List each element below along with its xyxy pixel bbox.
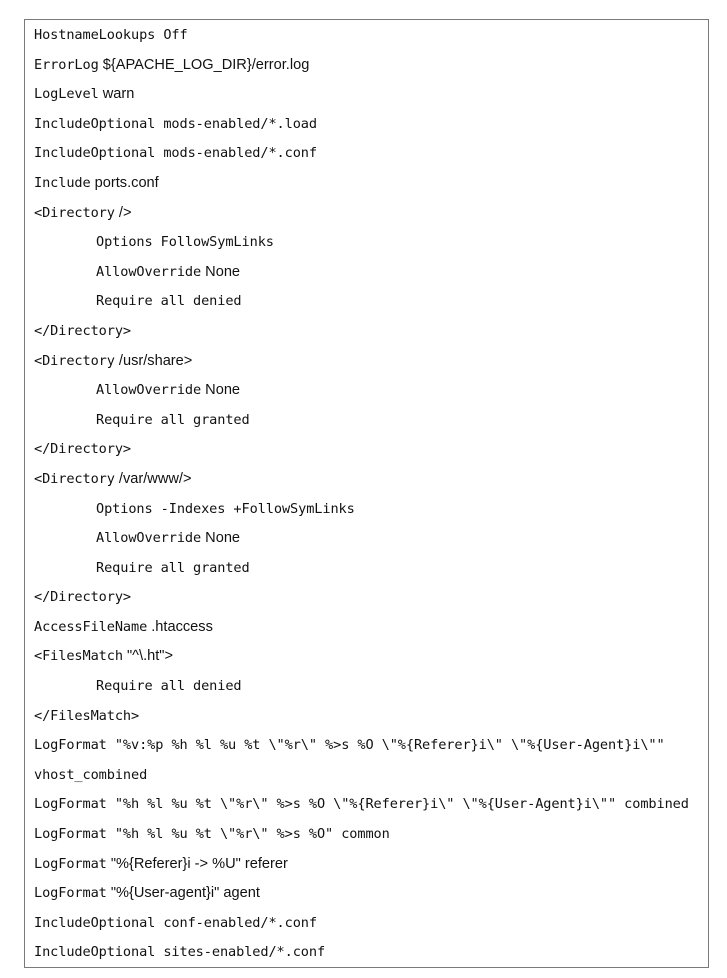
directive-argument: /> <box>114 204 132 221</box>
config-line <box>34 465 708 495</box>
config-line <box>34 820 708 850</box>
directive-keyword: AllowOverride <box>96 530 202 547</box>
config-line <box>34 761 708 791</box>
directive-argument: mods-enabled/*.load <box>155 115 317 132</box>
directive-argument: "%{User-agent}i" agent <box>106 885 260 902</box>
directive-keyword: <Directory <box>34 352 115 369</box>
config-line <box>34 731 708 761</box>
directive-argument: /var/www/> <box>114 470 192 487</box>
directive-argument: sites-enabled/*.conf <box>155 944 326 961</box>
directive-keyword: </Directory> <box>34 322 132 339</box>
config-line <box>34 938 708 968</box>
directive-keyword: IncludeOptional <box>34 115 156 132</box>
directive-keyword: Require <box>96 678 153 695</box>
directive-keyword: <Directory <box>34 470 115 487</box>
config-line <box>34 80 708 110</box>
directive-argument: None <box>201 263 241 280</box>
directive-keyword: <Directory <box>34 204 115 221</box>
directive-argument: "%{Referer}i -> %U" referer <box>106 855 288 872</box>
config-line <box>34 524 708 554</box>
config-line <box>34 790 708 820</box>
directive-keyword: vhost_combined <box>34 766 148 783</box>
directive-keyword: </Directory> <box>34 441 132 458</box>
directive-argument: warn <box>98 86 135 103</box>
directive-keyword: Include <box>34 174 91 191</box>
directive-keyword: Require <box>96 559 153 576</box>
config-line <box>34 406 708 436</box>
directive-keyword: LogFormat <box>34 737 107 754</box>
directive-argument: "%v:%p %h %l %u %t \"%r\" %>s %O \"%{Referer}i\" \"%{User-Agent}i\"" <box>106 737 665 754</box>
directive-argument: conf-enabled/*.conf <box>155 914 317 931</box>
directive-argument: ports.conf <box>90 174 159 191</box>
directive-keyword: Options <box>96 500 153 517</box>
directive-argument: "%h %l %u %t \"%r\" %>s %O" common <box>106 826 390 843</box>
directive-keyword: AccessFileName <box>34 618 148 635</box>
directive-keyword: IncludeOptional <box>34 145 156 162</box>
config-line <box>34 495 708 525</box>
config-line <box>34 169 708 199</box>
directive-argument: mods-enabled/*.conf <box>155 145 317 162</box>
directive-argument: None <box>201 530 241 547</box>
config-line <box>34 672 708 702</box>
config-line <box>34 317 708 347</box>
directive-keyword: IncludeOptional <box>34 914 156 931</box>
directive-keyword: HostnameLookups <box>34 27 156 43</box>
config-line <box>34 110 708 140</box>
directive-keyword: AllowOverride <box>96 263 202 280</box>
directive-keyword: LogFormat <box>34 826 107 843</box>
directive-keyword: Options <box>96 234 153 251</box>
directive-argument: "^\.ht"> <box>122 648 174 665</box>
directive-keyword: IncludeOptional <box>34 944 156 961</box>
directive-argument: all denied <box>152 293 242 310</box>
directive-keyword: </FilesMatch> <box>34 707 140 724</box>
directive-argument: /usr/share> <box>114 352 193 369</box>
config-line <box>34 879 708 909</box>
config-line <box>34 642 708 672</box>
config-line <box>34 258 708 288</box>
config-line <box>34 850 708 880</box>
config-line <box>34 376 708 406</box>
directive-argument: all denied <box>152 678 242 695</box>
config-line <box>34 613 708 643</box>
directive-argument: -Indexes +FollowSymLinks <box>152 500 355 517</box>
config-code-box <box>24 19 709 968</box>
directive-argument: .htaccess <box>147 618 213 635</box>
directive-argument: Off <box>155 27 188 43</box>
config-line <box>34 347 708 377</box>
directive-keyword: <FilesMatch <box>34 648 123 665</box>
directive-keyword: LogFormat <box>34 885 107 902</box>
directive-argument: FollowSymLinks <box>152 234 274 251</box>
directive-keyword: LogLevel <box>34 86 99 103</box>
config-line <box>34 51 708 81</box>
config-line <box>34 21 708 51</box>
config-line <box>34 287 708 317</box>
directive-keyword: </Directory> <box>34 589 132 606</box>
directive-keyword: LogFormat <box>34 796 107 813</box>
config-line <box>34 583 708 613</box>
config-line <box>34 909 708 939</box>
config-line <box>34 228 708 258</box>
directive-keyword: AllowOverride <box>96 382 202 399</box>
directive-argument: None <box>201 382 241 399</box>
config-line <box>34 702 708 732</box>
directive-keyword: Require <box>96 293 153 310</box>
config-line <box>34 199 708 229</box>
directive-argument: "%h %l %u %t \"%r\" %>s %O \"%{Referer}i\" \"%{User-Agent}i\"" combined <box>106 796 689 813</box>
directive-argument: ${APACHE_LOG_DIR}/error.log <box>98 56 310 73</box>
directive-keyword: Require <box>96 411 153 428</box>
directive-argument: all granted <box>152 411 250 428</box>
directive-keyword: LogFormat <box>34 855 107 872</box>
config-line <box>34 435 708 465</box>
config-line <box>34 139 708 169</box>
config-line <box>34 554 708 584</box>
directive-argument: all granted <box>152 559 250 576</box>
directive-keyword: ErrorLog <box>34 56 99 73</box>
